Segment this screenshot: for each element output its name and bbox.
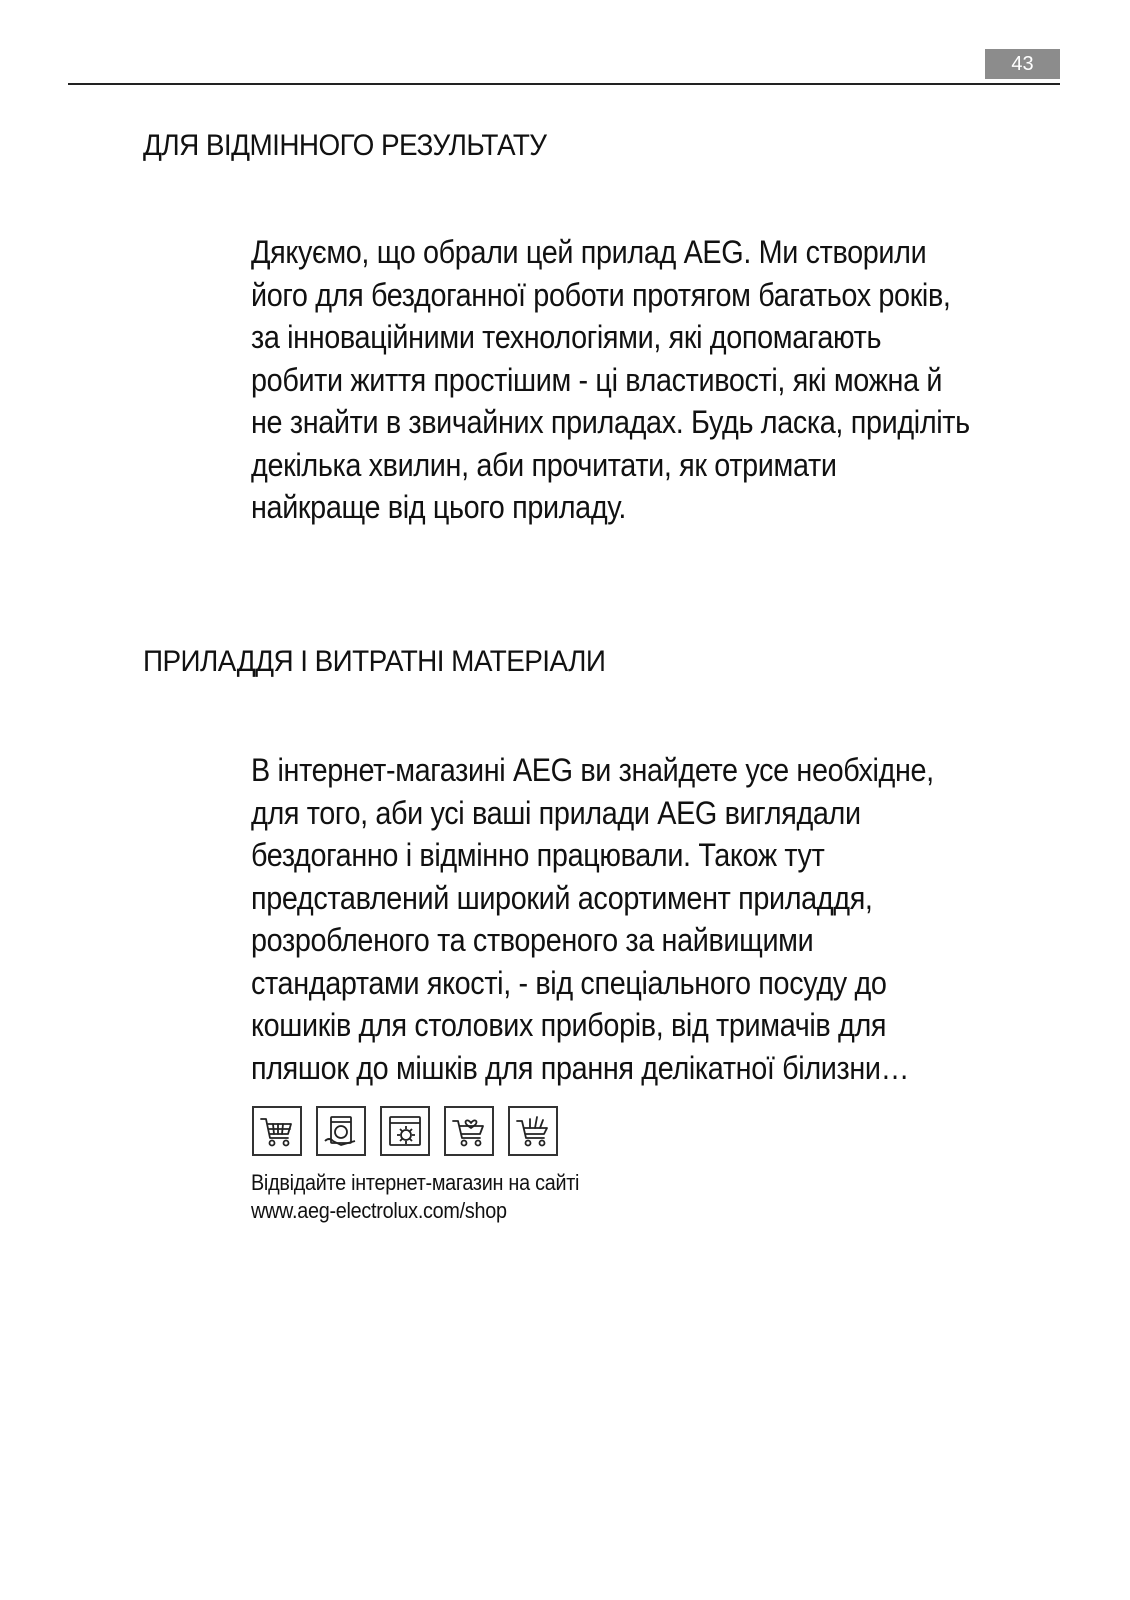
page-number: 43 <box>985 49 1060 79</box>
paragraph-line: Дякуємо, що обрали цей прилад AEG. Ми створили <box>251 234 927 270</box>
paragraph-line: робити життя простішим - ці властивості, які можна й <box>251 361 943 398</box>
section-title-accessories: ПРИЛАДДЯ І ВИТРАТНІ МАТЕРІАЛИ <box>143 645 606 678</box>
shop-caption <box>251 1169 579 1225</box>
paragraph-line: за інноваційними технологіями, які допомагають <box>251 319 882 355</box>
paragraph-line: кошиків для столових приборів, від тримачів для <box>251 1007 887 1043</box>
cart-icon <box>252 1106 302 1156</box>
cart-heart-icon <box>444 1106 494 1156</box>
paragraph-line: найкраще від цього приладу. <box>251 489 627 525</box>
intro-paragraph <box>251 231 1061 529</box>
header-divider <box>68 83 1060 85</box>
paragraph-line: пляшок до мішків для прання делікатної білизни… <box>251 1049 910 1086</box>
paragraph-line: бездоганно і відмінно працювали. Також тут <box>251 837 825 873</box>
oven-gear-icon <box>380 1106 430 1156</box>
washing-machine-hand-icon <box>316 1106 366 1156</box>
paragraph-line: його для бездоганної роботи протягом багатьох років, <box>251 276 951 313</box>
paragraph-line: В інтернет-магазині AEG ви знайдете усе необхідне, <box>251 752 934 788</box>
paragraph-line: стандартами якості, - від спеціального посуду до <box>251 964 887 1001</box>
paragraph-line: представлений широкий асортимент приладдя, <box>251 879 873 916</box>
cart-bottles-icon <box>508 1106 558 1156</box>
paragraph-line: не знайти в звичайних приладах. Будь ласка, приділіть <box>251 404 970 440</box>
shop-icons <box>252 1106 558 1156</box>
section-title-excellent-result: ДЛЯ ВІДМІННОГО РЕЗУЛЬТАТУ <box>143 129 547 162</box>
shop-caption-text: Відвідайте інтернет-магазин на сайті <box>251 1170 580 1195</box>
shop-url-link[interactable]: www.aeg-electrolux.com/shop <box>251 1198 507 1223</box>
paragraph-line: для того, аби усі ваші прилади AEG виглядали <box>251 794 861 831</box>
accessories-paragraph <box>251 749 1061 1089</box>
paragraph-line: розробленого та створеного за найвищими <box>251 922 814 958</box>
paragraph-line: декілька хвилин, аби прочитати, як отримати <box>251 446 837 483</box>
